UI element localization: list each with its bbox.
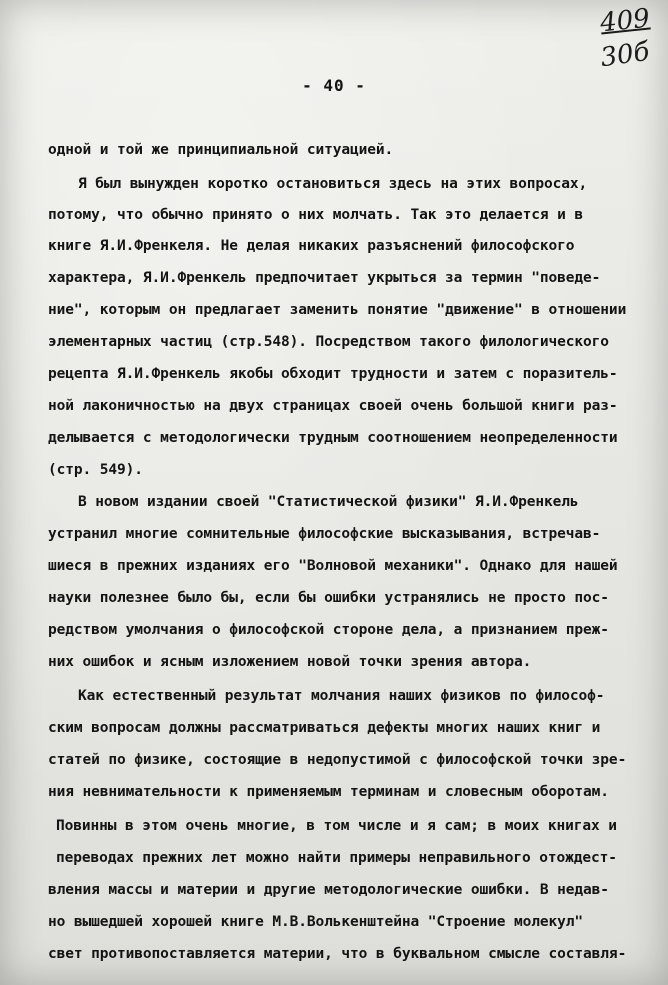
text-line-6: ние", которым он предлагает заменить понятие "движение" в отношении xyxy=(48,302,627,318)
text-line-5: характера, Я.И.Френкель предпочитает укрыться за термин "поведе- xyxy=(48,270,601,286)
text-line-18: Как естественный результат молчания наших физиков по философ- xyxy=(78,688,605,704)
text-line-12: В новом издании своей "Статистической физики" Я.И.Френкель xyxy=(78,494,579,510)
text-line-25: но вышедшей хорошей книге М.В.Волькенштейна "Строение молекул" xyxy=(48,914,584,930)
text-line-15: науки полезнее было бы, если бы ошибки устранялись не просто пос- xyxy=(48,590,609,606)
text-line-4: книге Я.И.Френкеля. Не делая никаких разъяснений философского xyxy=(48,238,575,254)
text-line-24: вления массы и материи и другие методологические ошибки. В недав- xyxy=(48,882,609,898)
text-line-11: (стр. 549). xyxy=(48,462,143,478)
text-line-21: ния невнимательности к применяемым терминам и словесным оборотам. xyxy=(48,784,609,800)
text-line-2: Я был вынужден коротко остановиться здесь на этих вопросах, xyxy=(78,176,588,192)
text-line-1: одной и той же принципиальной ситуацией. xyxy=(48,142,394,158)
handwritten-archive-mark xyxy=(592,3,658,74)
text-line-20: статей по физике, состоящие в недопустимой с философской точки зре- xyxy=(48,752,627,768)
text-line-19: ским вопросам должны рассматриваться дефекты многих наших книг и xyxy=(48,720,601,736)
text-line-17: них ошибок и ясным изложением новой точки зрения автора. xyxy=(48,654,532,670)
text-line-23: переводах прежних лет можно найти примеры неправильного отождест- xyxy=(56,850,617,866)
archive-mark-sheet-number: 409 xyxy=(598,3,652,39)
archive-mark-secondary-number: 30б xyxy=(598,36,652,74)
text-line-8: рецепта Я.И.Френкель якобы обходит трудности и затем с поразитель- xyxy=(48,366,618,382)
text-line-14: шиеся в прежних изданиях его "Волновой механики". Однако для нашей xyxy=(48,558,618,574)
text-line-10: делывается с методологически трудным соотношением неопределенности xyxy=(48,430,618,446)
text-line-3: потому, что обычно принято о них молчать. Так это делается и в xyxy=(48,207,584,223)
text-line-16: редством умолчания о философской стороне дела, а признанием преж- xyxy=(48,622,609,638)
text-line-22: Повинны в этом очень многие, в том числе и я сам; в моих книгах и xyxy=(56,818,617,834)
text-line-13: устранил многие сомнительные философские высказывания, встречав- xyxy=(48,526,601,542)
text-line-26: свет противопоставляется материи, что в буквальном смысле составля- xyxy=(48,946,627,962)
page-number: - 40 - xyxy=(302,76,366,95)
text-line-9: ной лаконичностью на двух страницах своей очень большой книги раз- xyxy=(48,398,618,414)
text-line-7: элементарных частиц (стр.548). Посредством такого филологического xyxy=(48,334,609,350)
